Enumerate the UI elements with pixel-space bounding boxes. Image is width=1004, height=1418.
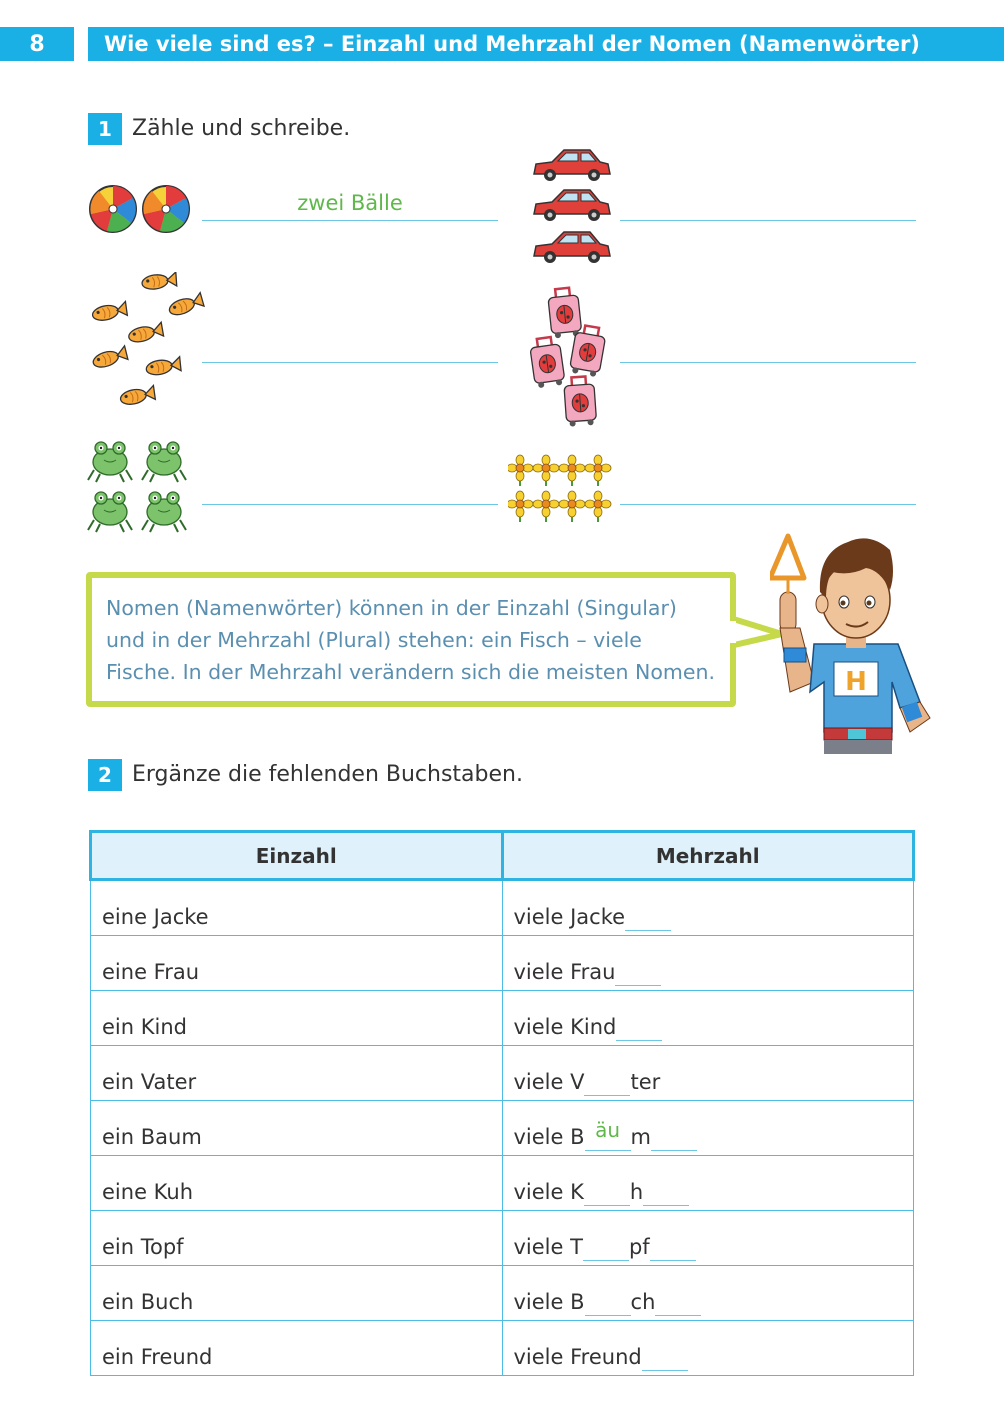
info-line-2: und in der Mehrzahl (Plural) stehen: ein Fisch – viele	[106, 628, 642, 652]
info-line-1: Nomen (Namenwörter) können in der Einzahl (Singular)	[106, 596, 677, 620]
blank-field[interactable]	[585, 1293, 631, 1316]
singular-cell: ein Baum	[91, 1101, 503, 1156]
blank-field[interactable]	[650, 1238, 696, 1261]
blank-field[interactable]	[615, 963, 661, 986]
info-line-3: Fische. In der Mehrzahl verändern sich die meisten Nomen.	[106, 660, 715, 684]
info-text	[106, 592, 726, 688]
table-row	[91, 1266, 914, 1321]
plural-text: h	[629, 1180, 644, 1204]
blank-field[interactable]	[651, 1128, 697, 1151]
task-2-instruction: Ergänze die fehlenden Buchstaben.	[132, 762, 523, 787]
task-1-instruction: Zähle und schreibe.	[132, 116, 351, 141]
blank-field[interactable]	[583, 1238, 629, 1261]
plural-cell	[502, 1266, 914, 1321]
beach-balls-picture	[88, 184, 192, 234]
singular-cell: ein Freund	[91, 1321, 503, 1376]
table-row	[91, 1046, 914, 1101]
singular-cell: eine Frau	[91, 936, 503, 991]
plural-text: viele K	[513, 1180, 584, 1204]
blank-field[interactable]	[616, 1018, 662, 1041]
filled-answer: äu	[595, 1118, 620, 1142]
blank-field[interactable]	[642, 1348, 688, 1371]
frogs-picture	[86, 436, 196, 538]
plural-cell	[502, 1101, 914, 1156]
plural-cell	[502, 1046, 914, 1101]
task-1-number: 1	[88, 113, 122, 145]
page-title: Wie viele sind es? – Einzahl und Mehrzahl der Nomen (Namenwörter)	[88, 27, 1004, 61]
goldfish-picture	[86, 272, 210, 416]
plural-cell	[502, 991, 914, 1046]
table-row	[91, 1321, 914, 1376]
plural-text: viele B	[513, 1290, 585, 1314]
plural-text: pf	[628, 1235, 650, 1259]
singular-cell: ein Kind	[91, 991, 503, 1046]
column-header-plural: Mehrzahl	[502, 832, 914, 880]
singular-cell: ein Buch	[91, 1266, 503, 1321]
plural-cell	[502, 1211, 914, 1266]
suitcases-picture	[524, 284, 614, 432]
table-row	[91, 880, 914, 936]
singular-cell: eine Jacke	[91, 880, 503, 936]
flowers-picture	[508, 454, 612, 528]
answer-line-balls[interactable]	[202, 220, 498, 221]
plural-text: viele T	[513, 1235, 583, 1259]
cars-picture	[530, 146, 612, 268]
plural-text: viele Frau	[513, 960, 616, 984]
answer-line-suitcases[interactable]	[620, 362, 916, 363]
plural-cell	[502, 936, 914, 991]
blank-field[interactable]	[643, 1183, 689, 1206]
table-row	[91, 1211, 914, 1266]
plural-text: ter	[630, 1070, 661, 1094]
table-row	[91, 1156, 914, 1211]
plural-text: ch	[630, 1290, 656, 1314]
table-row	[91, 991, 914, 1046]
answer-line-frogs[interactable]	[202, 504, 498, 505]
mascot-boy	[770, 532, 940, 754]
plural-cell	[502, 880, 914, 936]
task-2-number: 2	[88, 759, 122, 791]
table-header-row	[91, 832, 914, 880]
plural-text: viele B	[513, 1125, 585, 1149]
plural-text: viele Kind	[513, 1015, 617, 1039]
answer-line-flowers[interactable]	[620, 504, 916, 505]
table-row	[91, 1101, 914, 1156]
blank-field[interactable]	[584, 1073, 630, 1096]
blank-field[interactable]	[625, 908, 671, 931]
table-row	[91, 936, 914, 991]
answer-line-fish[interactable]	[202, 362, 498, 363]
plural-text: viele V	[513, 1070, 585, 1094]
singular-cell: ein Topf	[91, 1211, 503, 1266]
plural-cell	[502, 1156, 914, 1211]
page-number: 8	[0, 27, 74, 61]
singular-cell: eine Kuh	[91, 1156, 503, 1211]
answer-balls: zwei Bälle	[297, 191, 403, 215]
column-header-singular: Einzahl	[91, 832, 503, 880]
plural-table	[89, 830, 915, 1376]
mascot-shirt-letter: H	[845, 667, 867, 697]
singular-cell: ein Vater	[91, 1046, 503, 1101]
plural-cell	[502, 1321, 914, 1376]
blank-field[interactable]	[655, 1293, 701, 1316]
blank-field[interactable]	[584, 1183, 630, 1206]
answer-line-cars[interactable]	[620, 220, 916, 221]
plural-text: viele Jacke	[513, 905, 626, 929]
blank-field[interactable]	[585, 1118, 631, 1151]
plural-text: m	[630, 1125, 651, 1149]
plural-text: viele Freund	[513, 1345, 642, 1369]
